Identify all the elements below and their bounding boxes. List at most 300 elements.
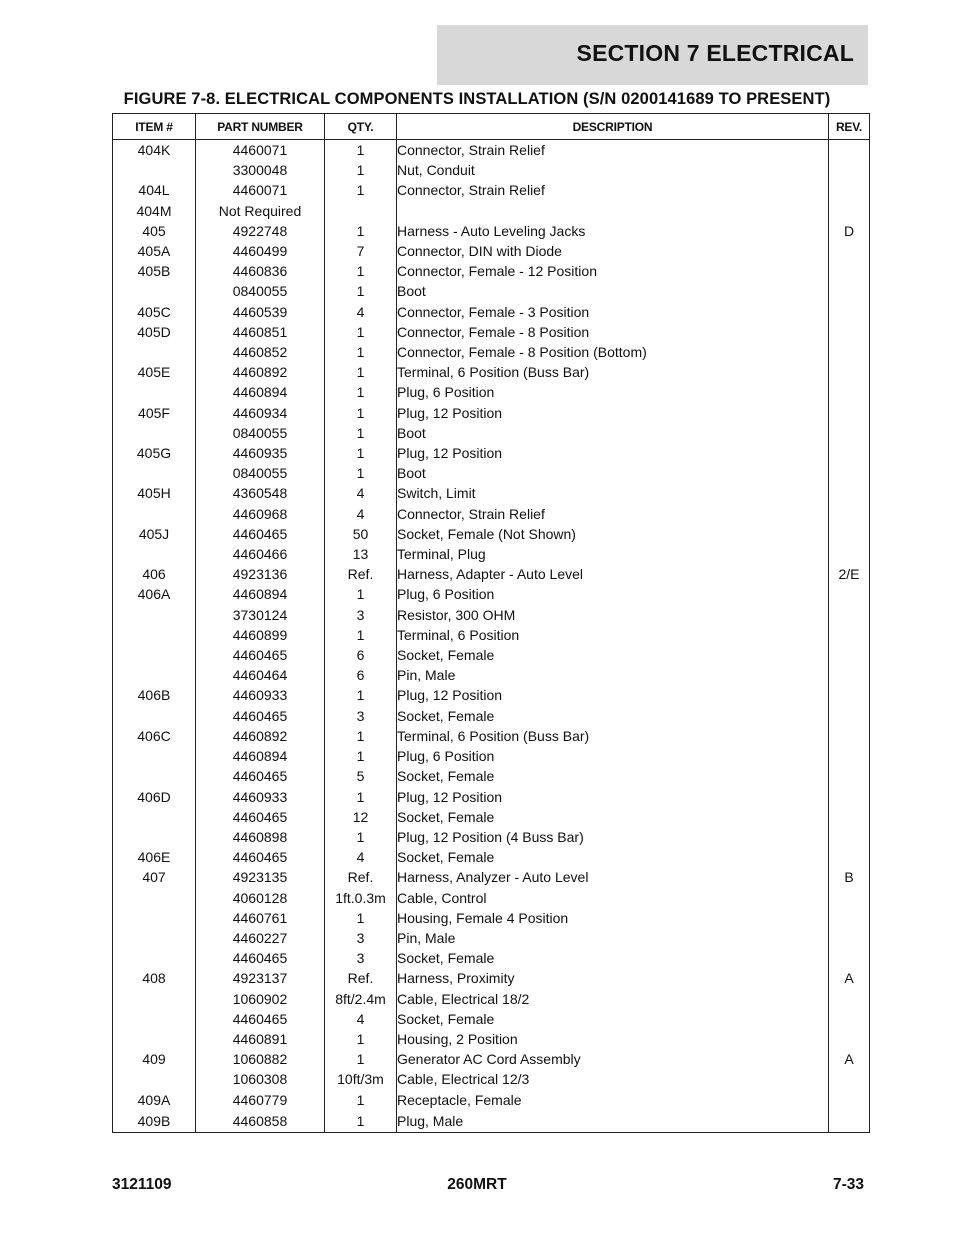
cell-rev — [829, 1090, 870, 1110]
cell-part-number: 0840055 — [196, 463, 325, 483]
cell-qty: 7 — [325, 241, 397, 261]
cell-qty: 3 — [325, 948, 397, 968]
cell-rev — [829, 706, 870, 726]
section-title: SECTION 7 ELECTRICAL — [576, 40, 854, 66]
cell-item — [113, 746, 196, 766]
table-row — [113, 1009, 870, 1029]
cell-description: Connector, Strain Relief — [397, 140, 829, 161]
cell-rev — [829, 605, 870, 625]
cell-rev — [829, 403, 870, 423]
cell-description: Connector, Female - 3 Position — [397, 302, 829, 322]
cell-qty: 1 — [325, 1090, 397, 1110]
cell-rev — [829, 827, 870, 847]
cell-qty: 4 — [325, 483, 397, 503]
cell-qty: 1 — [325, 180, 397, 200]
cell-part-number: 4460465 — [196, 807, 325, 827]
cell-item — [113, 382, 196, 402]
cell-rev — [829, 382, 870, 402]
cell-item — [113, 504, 196, 524]
cell-rev — [829, 787, 870, 807]
cell-description: Plug, 6 Position — [397, 746, 829, 766]
cell-rev — [829, 322, 870, 342]
cell-part-number: 0840055 — [196, 281, 325, 301]
cell-rev — [829, 544, 870, 564]
cell-part-number: 4460934 — [196, 403, 325, 423]
table-row — [113, 423, 870, 443]
cell-rev — [829, 1009, 870, 1029]
table-row — [113, 201, 870, 221]
cell-part-number: 4460891 — [196, 1029, 325, 1049]
cell-part-number: 4460761 — [196, 908, 325, 928]
cell-qty: 10ft/3m — [325, 1069, 397, 1089]
cell-qty: 1 — [325, 1029, 397, 1049]
cell-item: 405 — [113, 221, 196, 241]
cell-item: 404L — [113, 180, 196, 200]
cell-part-number: 4460968 — [196, 504, 325, 524]
cell-description: Socket, Female — [397, 1009, 829, 1029]
cell-description: Plug, 12 Position — [397, 403, 829, 423]
cell-qty: 13 — [325, 544, 397, 564]
footer-model: 260MRT — [447, 1176, 507, 1193]
cell-item — [113, 1009, 196, 1029]
cell-qty: 1 — [325, 281, 397, 301]
table-row — [113, 160, 870, 180]
table-row — [113, 1069, 870, 1089]
cell-part-number: 4460464 — [196, 665, 325, 685]
cell-part-number: 4460892 — [196, 362, 325, 382]
table-row — [113, 281, 870, 301]
cell-item — [113, 908, 196, 928]
cell-rev — [829, 685, 870, 705]
cell-part-number: 4460465 — [196, 645, 325, 665]
cell-item: 406B — [113, 685, 196, 705]
cell-description: Connector, Strain Relief — [397, 504, 829, 524]
parts-table — [112, 113, 870, 1133]
cell-part-number: 4460465 — [196, 706, 325, 726]
cell-qty: 5 — [325, 766, 397, 786]
cell-part-number: 4460071 — [196, 140, 325, 161]
cell-description: Socket, Female — [397, 706, 829, 726]
cell-item: 405B — [113, 261, 196, 281]
table-row — [113, 180, 870, 200]
cell-part-number: 4460465 — [196, 766, 325, 786]
cell-item: 405C — [113, 302, 196, 322]
table-row — [113, 342, 870, 362]
cell-description: Boot — [397, 423, 829, 443]
cell-description: Socket, Female — [397, 847, 829, 867]
cell-description: Generator AC Cord Assembly — [397, 1049, 829, 1069]
cell-part-number: 1060308 — [196, 1069, 325, 1089]
cell-part-number: 4460933 — [196, 787, 325, 807]
table-row — [113, 968, 870, 988]
cell-description: Housing, Female 4 Position — [397, 908, 829, 928]
cell-qty: 1 — [325, 463, 397, 483]
cell-qty: 1 — [325, 908, 397, 928]
cell-qty: 1 — [325, 140, 397, 161]
cell-part-number: 4460892 — [196, 726, 325, 746]
cell-part-number: 4460071 — [196, 180, 325, 200]
cell-item — [113, 1069, 196, 1089]
cell-description: Socket, Female — [397, 948, 829, 968]
cell-rev — [829, 584, 870, 604]
cell-rev — [829, 1029, 870, 1049]
cell-description: Connector, Female - 8 Position (Bottom) — [397, 342, 829, 362]
header-qty: QTY. — [325, 114, 397, 140]
cell-description: Socket, Female (Not Shown) — [397, 524, 829, 544]
cell-part-number: 4460465 — [196, 847, 325, 867]
cell-part-number: 4460465 — [196, 1009, 325, 1029]
cell-item: 405F — [113, 403, 196, 423]
cell-rev: A — [829, 968, 870, 988]
figure-title: FIGURE 7-8. ELECTRICAL COMPONENTS INSTALLATION (S/N 0200141689 TO PRESENT) — [123, 90, 831, 108]
cell-item: 407 — [113, 867, 196, 887]
table-row — [113, 807, 870, 827]
cell-qty: 1 — [325, 160, 397, 180]
cell-rev — [829, 423, 870, 443]
table-row — [113, 504, 870, 524]
cell-rev — [829, 261, 870, 281]
table-row — [113, 989, 870, 1009]
cell-rev — [829, 524, 870, 544]
cell-qty: 1 — [325, 625, 397, 645]
cell-part-number: 4923137 — [196, 968, 325, 988]
cell-description: Socket, Female — [397, 645, 829, 665]
table-row — [113, 322, 870, 342]
cell-qty: 4 — [325, 847, 397, 867]
section-header — [437, 25, 868, 85]
cell-part-number: 3730124 — [196, 605, 325, 625]
cell-qty: 1 — [325, 382, 397, 402]
table-row — [113, 787, 870, 807]
cell-item: 406D — [113, 787, 196, 807]
cell-part-number: 4460465 — [196, 948, 325, 968]
table-row — [113, 847, 870, 867]
cell-item — [113, 706, 196, 726]
cell-part-number: 4460933 — [196, 685, 325, 705]
cell-description: Harness - Auto Leveling Jacks — [397, 221, 829, 241]
cell-item — [113, 928, 196, 948]
cell-rev — [829, 766, 870, 786]
cell-rev — [829, 241, 870, 261]
cell-item: 404M — [113, 201, 196, 221]
cell-qty: 1 — [325, 423, 397, 443]
table-row — [113, 403, 870, 423]
table-row — [113, 443, 870, 463]
cell-item: 406E — [113, 847, 196, 867]
cell-qty: 4 — [325, 1009, 397, 1029]
cell-item: 405J — [113, 524, 196, 544]
cell-description: Socket, Female — [397, 766, 829, 786]
cell-part-number: 4460898 — [196, 827, 325, 847]
cell-description: Receptacle, Female — [397, 1090, 829, 1110]
cell-item — [113, 160, 196, 180]
cell-part-number: 4460935 — [196, 443, 325, 463]
cell-item — [113, 423, 196, 443]
cell-qty: 1 — [325, 322, 397, 342]
cell-rev — [829, 302, 870, 322]
cell-qty: 3 — [325, 928, 397, 948]
cell-item: 405D — [113, 322, 196, 342]
table-row — [113, 241, 870, 261]
cell-item: 405G — [113, 443, 196, 463]
cell-qty: 1 — [325, 584, 397, 604]
cell-part-number: Not Required — [196, 201, 325, 221]
cell-part-number: 4460227 — [196, 928, 325, 948]
table-row — [113, 261, 870, 281]
cell-qty — [325, 201, 397, 221]
cell-description: Terminal, 6 Position — [397, 625, 829, 645]
table-row — [113, 1110, 870, 1133]
table-row — [113, 827, 870, 847]
cell-rev: 2/E — [829, 564, 870, 584]
cell-qty: 1 — [325, 403, 397, 423]
cell-qty: 3 — [325, 605, 397, 625]
cell-item: 405E — [113, 362, 196, 382]
cell-part-number: 4923135 — [196, 867, 325, 887]
cell-qty: 12 — [325, 807, 397, 827]
cell-description: Nut, Conduit — [397, 160, 829, 180]
cell-rev — [829, 1110, 870, 1133]
cell-part-number: 4460858 — [196, 1110, 325, 1133]
cell-description: Cable, Electrical 18/2 — [397, 989, 829, 1009]
cell-item — [113, 605, 196, 625]
cell-part-number: 4460466 — [196, 544, 325, 564]
cell-description: Connector, DIN with Diode — [397, 241, 829, 261]
cell-description: Plug, 12 Position — [397, 685, 829, 705]
cell-item — [113, 625, 196, 645]
cell-rev — [829, 443, 870, 463]
cell-part-number: 4460539 — [196, 302, 325, 322]
table-row — [113, 928, 870, 948]
cell-qty: 3 — [325, 706, 397, 726]
cell-description: Cable, Electrical 12/3 — [397, 1069, 829, 1089]
table-row — [113, 908, 870, 928]
cell-item — [113, 281, 196, 301]
cell-part-number: 4460899 — [196, 625, 325, 645]
cell-description: Boot — [397, 281, 829, 301]
cell-item: 408 — [113, 968, 196, 988]
cell-rev — [829, 342, 870, 362]
cell-description: Terminal, 6 Position (Buss Bar) — [397, 726, 829, 746]
cell-rev — [829, 989, 870, 1009]
cell-description: Boot — [397, 463, 829, 483]
cell-qty: Ref. — [325, 867, 397, 887]
cell-item: 406 — [113, 564, 196, 584]
table-row — [113, 625, 870, 645]
table-row — [113, 1029, 870, 1049]
cell-rev — [829, 504, 870, 524]
cell-rev — [829, 645, 870, 665]
cell-part-number: 4923136 — [196, 564, 325, 584]
cell-item — [113, 342, 196, 362]
cell-description: Pin, Male — [397, 665, 829, 685]
cell-description: Terminal, Plug — [397, 544, 829, 564]
cell-part-number: 0840055 — [196, 423, 325, 443]
table-row — [113, 544, 870, 564]
cell-rev — [829, 1069, 870, 1089]
cell-description: Pin, Male — [397, 928, 829, 948]
table-header-row — [113, 114, 870, 140]
table-row — [113, 302, 870, 322]
cell-part-number: 4460894 — [196, 746, 325, 766]
cell-qty: 1 — [325, 726, 397, 746]
cell-item — [113, 807, 196, 827]
cell-part-number: 4360548 — [196, 483, 325, 503]
cell-description: Harness, Analyzer - Auto Level — [397, 867, 829, 887]
cell-part-number: 4460851 — [196, 322, 325, 342]
cell-item — [113, 463, 196, 483]
table-row — [113, 948, 870, 968]
cell-part-number: 4460779 — [196, 1090, 325, 1110]
cell-part-number: 4060128 — [196, 888, 325, 908]
cell-part-number: 4460894 — [196, 382, 325, 402]
cell-qty: 1 — [325, 1110, 397, 1133]
cell-description — [397, 201, 829, 221]
cell-rev — [829, 888, 870, 908]
cell-qty: 1 — [325, 342, 397, 362]
cell-rev — [829, 160, 870, 180]
cell-part-number: 1060882 — [196, 1049, 325, 1069]
cell-qty: 1 — [325, 1049, 397, 1069]
table-row — [113, 706, 870, 726]
cell-rev — [829, 746, 870, 766]
cell-part-number: 4460836 — [196, 261, 325, 281]
cell-part-number: 4460894 — [196, 584, 325, 604]
header-part-number: PART NUMBER — [196, 114, 325, 140]
table-row — [113, 645, 870, 665]
cell-part-number: 3300048 — [196, 160, 325, 180]
table-row — [113, 564, 870, 584]
cell-qty: 4 — [325, 504, 397, 524]
cell-part-number: 1060902 — [196, 989, 325, 1009]
cell-rev — [829, 908, 870, 928]
cell-rev — [829, 483, 870, 503]
cell-item — [113, 544, 196, 564]
footer-page-number: 7-33 — [832, 1176, 864, 1193]
cell-item — [113, 827, 196, 847]
cell-part-number: 4460499 — [196, 241, 325, 261]
table-row — [113, 685, 870, 705]
table-row — [113, 221, 870, 241]
cell-part-number: 4460465 — [196, 524, 325, 544]
cell-rev — [829, 726, 870, 746]
cell-qty: 6 — [325, 665, 397, 685]
cell-item — [113, 665, 196, 685]
cell-item: 409A — [113, 1090, 196, 1110]
cell-rev — [829, 140, 870, 161]
cell-item: 406A — [113, 584, 196, 604]
cell-rev: D — [829, 221, 870, 241]
cell-description: Harness, Adapter - Auto Level — [397, 564, 829, 584]
cell-rev — [829, 665, 870, 685]
cell-qty: 1 — [325, 685, 397, 705]
cell-qty: 50 — [325, 524, 397, 544]
cell-qty: 4 — [325, 302, 397, 322]
cell-description: Cable, Control — [397, 888, 829, 908]
table-row — [113, 665, 870, 685]
table-row — [113, 382, 870, 402]
cell-item: 405H — [113, 483, 196, 503]
cell-item: 409B — [113, 1110, 196, 1133]
cell-description: Plug, 12 Position (4 Buss Bar) — [397, 827, 829, 847]
cell-qty: 1 — [325, 362, 397, 382]
cell-rev — [829, 281, 870, 301]
table-row — [113, 766, 870, 786]
header-rev: REV. — [829, 114, 870, 140]
cell-description: Connector, Female - 12 Position — [397, 261, 829, 281]
cell-rev: B — [829, 867, 870, 887]
cell-item: 404K — [113, 140, 196, 161]
cell-part-number: 4922748 — [196, 221, 325, 241]
cell-description: Resistor, 300 OHM — [397, 605, 829, 625]
cell-description: Plug, 12 Position — [397, 787, 829, 807]
table-row — [113, 605, 870, 625]
cell-rev — [829, 463, 870, 483]
table-row — [113, 746, 870, 766]
cell-part-number: 4460852 — [196, 342, 325, 362]
cell-item: 405A — [113, 241, 196, 261]
cell-description: Plug, 12 Position — [397, 443, 829, 463]
cell-description: Housing, 2 Position — [397, 1029, 829, 1049]
cell-qty: 1 — [325, 443, 397, 463]
cell-item: 406C — [113, 726, 196, 746]
cell-rev: A — [829, 1049, 870, 1069]
cell-qty: 1 — [325, 261, 397, 281]
cell-qty: 1 — [325, 221, 397, 241]
cell-description: Plug, 6 Position — [397, 584, 829, 604]
cell-rev — [829, 807, 870, 827]
header-item: ITEM # — [113, 114, 196, 140]
table-body — [113, 140, 870, 1133]
cell-description: Harness, Proximity — [397, 968, 829, 988]
cell-rev — [829, 201, 870, 221]
cell-description: Connector, Strain Relief — [397, 180, 829, 200]
header-description: DESCRIPTION — [397, 114, 829, 140]
cell-qty: 1ft.0.3m — [325, 888, 397, 908]
table-row — [113, 463, 870, 483]
footer-doc-number: 3121109 — [112, 1176, 172, 1193]
table-row — [113, 483, 870, 503]
table-row — [113, 362, 870, 382]
cell-item — [113, 948, 196, 968]
cell-rev — [829, 362, 870, 382]
cell-description: Plug, 6 Position — [397, 382, 829, 402]
cell-item — [113, 989, 196, 1009]
cell-rev — [829, 180, 870, 200]
cell-item: 409 — [113, 1049, 196, 1069]
cell-rev — [829, 928, 870, 948]
cell-qty: 1 — [325, 787, 397, 807]
table-row — [113, 140, 870, 161]
cell-qty: Ref. — [325, 968, 397, 988]
cell-qty: 1 — [325, 746, 397, 766]
cell-qty: Ref. — [325, 564, 397, 584]
table-row — [113, 524, 870, 544]
cell-rev — [829, 625, 870, 645]
table-row — [113, 888, 870, 908]
table-row — [113, 867, 870, 887]
table-row — [113, 584, 870, 604]
cell-item — [113, 645, 196, 665]
cell-rev — [829, 948, 870, 968]
cell-rev — [829, 847, 870, 867]
table-row — [113, 1049, 870, 1069]
table-row — [113, 726, 870, 746]
cell-description: Switch, Limit — [397, 483, 829, 503]
cell-description: Plug, Male — [397, 1110, 829, 1133]
cell-description: Connector, Female - 8 Position — [397, 322, 829, 342]
cell-item — [113, 1029, 196, 1049]
